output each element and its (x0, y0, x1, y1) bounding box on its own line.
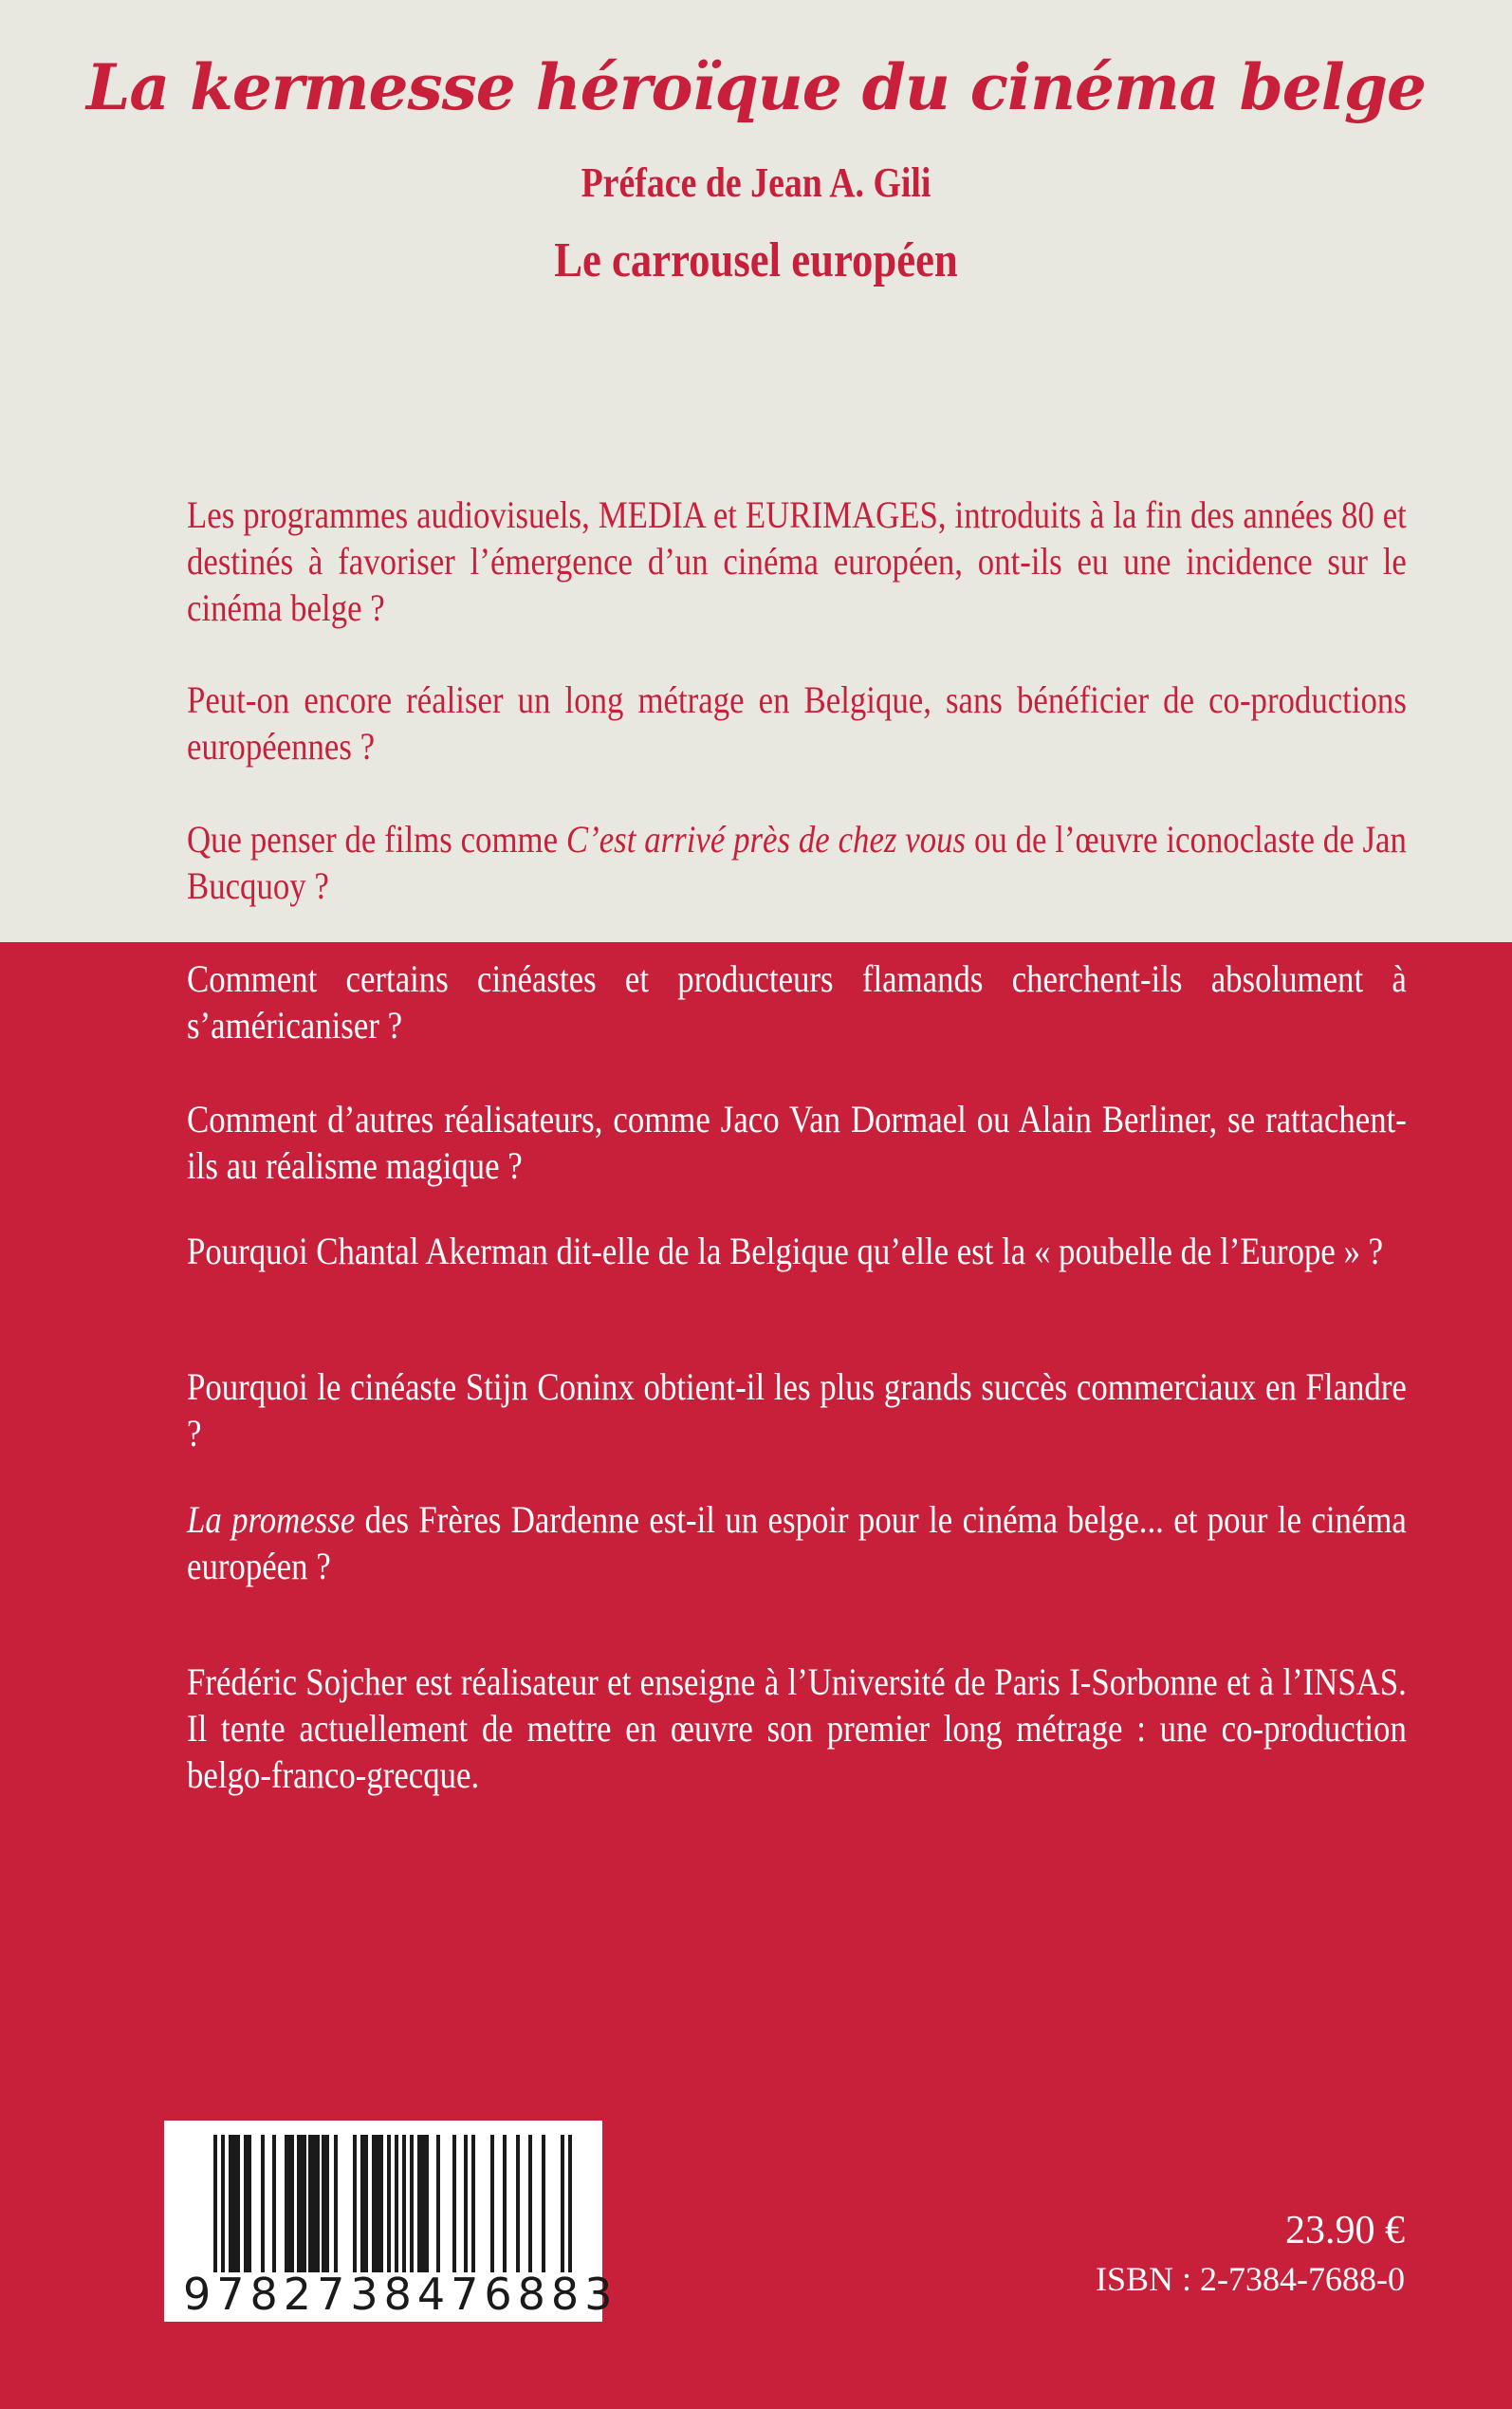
price: 23.90 € (1285, 2209, 1405, 2252)
question-text: Les programmes audiovisuels, MEDIA et EURIMAGES, introduits à la fin des années 80 et destinés à favoriser l’émergence d’un cinéma européen, ont-ils eu une incidence sur le cinéma belge ? (187, 493, 1407, 629)
film-title-italic: La promesse (187, 1498, 356, 1541)
question-text: Pourquoi le cinéaste Stijn Coninx obtient-il les plus grands succès commerciaux en Flandre ? (187, 1365, 1407, 1455)
question-paragraph (187, 491, 1407, 631)
question-text: Pourquoi Chantal Akerman dit-elle de la Belgique qu’elle est la « poubelle de l’Europe » ? (187, 1230, 1384, 1272)
question-text (187, 816, 1407, 909)
cover-top-panel (0, 0, 1512, 942)
question-paragraph (187, 676, 1407, 769)
barcode (164, 2121, 618, 2322)
question-paragraph (187, 1496, 1407, 1589)
book-subtitle: Le carrousel européen (554, 233, 958, 287)
question-text (187, 1496, 1407, 1589)
question-paragraph (187, 1096, 1407, 1189)
question-text: Comment certains cinéastes et producteurs flamands cherchent-ils absolument à s’américaniser ? (187, 957, 1407, 1047)
question-text: Comment d’autres réalisateurs, comme Jaco Van Dormael ou Alain Berliner, se rattachent-ils au réalisme magique ? (187, 1098, 1407, 1187)
film-title-italic: C’est arrivé près de chez vous (565, 818, 967, 861)
preface-credit: Préface de Jean A. Gili (581, 159, 931, 206)
question-text: Peut-on encore réaliser un long métrage en Belgique, sans bénéficier de co-productions européennes ? (187, 678, 1407, 768)
question-text-end: des Frères Dardenne est-il un espoir pour le cinéma belge... et pour le cinéma européen ? (187, 1498, 1407, 1587)
barcode-bars-icon (213, 2135, 574, 2272)
author-bio-text: Frédéric Sojcher est réalisateur et enseigne à l’Université de Paris I-Sorbonne et à l’INSAS. Il tente actuellement de mettre en œuvre son premier long métrage : une co-production belgo-franco-grecque. (187, 1660, 1407, 1796)
question-paragraph (187, 955, 1407, 1048)
question-text-end: ou de l’œuvre iconoclaste de Jan Bucquoy ? (187, 818, 1407, 907)
barcode-digits: 9782738476883 (183, 2269, 618, 2320)
question-paragraph (187, 816, 1407, 909)
book-title: La kermesse héroïque du cinéma belge (86, 50, 1426, 124)
question-text-start: Que penser de films comme (187, 818, 566, 861)
question-paragraph (187, 1363, 1407, 1456)
question-paragraph (187, 1228, 1407, 1274)
author-bio (187, 1659, 1407, 1798)
isbn: ISBN : 2-7384-7688-0 (1096, 2260, 1405, 2298)
